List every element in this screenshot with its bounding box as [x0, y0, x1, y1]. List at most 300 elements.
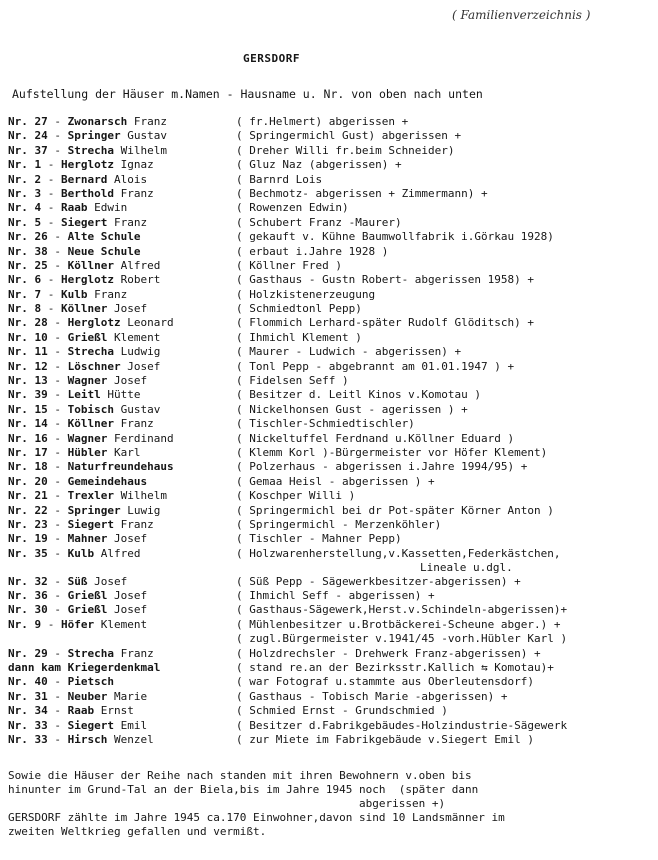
- house-row: [8, 575, 656, 589]
- family-name: Wagner: [67, 374, 108, 388]
- house-id: [8, 158, 154, 172]
- family-name: Höfer: [61, 617, 95, 631]
- house-id: [8, 173, 147, 187]
- first-name: Gustav: [120, 402, 161, 416]
- first-name: Emil: [120, 718, 148, 732]
- house-id: [8, 733, 154, 747]
- separator: -: [47, 603, 68, 617]
- house-note: ( Holzwarenherstellung,v.Kassetten,Federkästchen,: [236, 546, 561, 560]
- family-name: Löschner: [67, 359, 121, 373]
- house-row: [8, 129, 656, 143]
- space: [94, 618, 101, 631]
- house-id: [8, 316, 174, 330]
- separator: -: [47, 115, 68, 128]
- house-id: [8, 532, 147, 546]
- house-id: [8, 302, 147, 316]
- space: [114, 403, 121, 416]
- handwritten-note: ( Familienverzeichnis ): [452, 8, 591, 22]
- house-id: [8, 675, 114, 689]
- family-name: Neuber: [67, 689, 108, 703]
- space: [107, 216, 114, 229]
- first-name: Hütte: [107, 388, 141, 402]
- house-note: ( Tonl Pepp - abgebrannt am 01.01.1947 ) +: [236, 359, 515, 373]
- house-note: ( Klemm Korl )-Bürgermeister vor Höfer Klement): [236, 445, 548, 459]
- separator: -: [47, 374, 68, 388]
- house-row: [8, 331, 656, 345]
- space: [107, 603, 114, 616]
- space: [114, 259, 121, 272]
- house-number: Nr. 15: [8, 402, 48, 416]
- house-note: ( zugl.Bürgermeister v.1941/45 -vorh.Hübler Karl ): [236, 632, 568, 646]
- house-note: ( Nickeltuffel Ferdnand u.Köllner Eduard ): [236, 431, 515, 445]
- family-name: Kriegerdenkmal: [67, 661, 161, 675]
- house-number: Nr. 8: [8, 302, 42, 316]
- separator: -: [47, 718, 68, 732]
- separator: -: [47, 445, 68, 459]
- house-note: ( Schmied Ernst - Grundschmied ): [236, 704, 448, 718]
- family-name: Siegert: [67, 517, 114, 531]
- separator: -: [41, 287, 61, 301]
- family-name: Köllner: [67, 258, 114, 272]
- separator: -: [47, 417, 68, 431]
- house-note: ( Koschper Willi ): [236, 489, 356, 503]
- house-number: Nr. 34: [8, 704, 48, 718]
- house-id: [8, 460, 174, 474]
- first-name: Franz: [133, 115, 167, 128]
- house-id: [8, 575, 127, 589]
- footer-line: hinunter im Grund-Tal an der Biela,bis im Jahre 1945 noch (später dann: [8, 783, 479, 796]
- house-number: Nr. 22: [8, 503, 48, 517]
- house-row: [8, 230, 656, 244]
- family-name: Springer: [67, 503, 121, 517]
- house-row: [8, 316, 656, 330]
- house-number: dann kam: [8, 661, 61, 675]
- house-id: [8, 618, 147, 632]
- house-row: [8, 158, 656, 172]
- house-id: [8, 245, 140, 259]
- family-name: Strecha: [67, 345, 114, 359]
- separator: -: [47, 460, 68, 474]
- house-row: [8, 187, 656, 201]
- family-name: Hirsch: [67, 733, 108, 746]
- house-id: [8, 475, 147, 489]
- family-name: Strecha: [67, 646, 114, 660]
- house-row: [8, 144, 656, 158]
- house-number: Nr. 21: [8, 489, 48, 503]
- first-name: Wilhelm: [120, 489, 167, 503]
- footer-line: zweiten Weltkrieg gefallen und vermißt.: [8, 825, 267, 838]
- family-name: Wagner: [67, 431, 108, 445]
- house-id: [8, 417, 154, 431]
- house-list: [8, 115, 656, 747]
- family-name: Siegert: [67, 718, 114, 732]
- house-id: [8, 144, 167, 158]
- house-row: [8, 403, 656, 417]
- first-name: Alfred: [120, 258, 161, 272]
- family-name: Pietsch: [67, 675, 114, 689]
- first-name: Franz: [120, 517, 154, 531]
- first-name: Franz: [113, 215, 148, 229]
- separator: -: [47, 675, 68, 689]
- house-number: Nr. 2: [8, 172, 42, 186]
- separator: -: [47, 689, 68, 703]
- first-name: Ludwig: [120, 345, 161, 359]
- house-id: [8, 518, 154, 532]
- separator: -: [47, 532, 68, 546]
- house-number: Nr. 5: [8, 215, 42, 229]
- house-number: Nr. 28: [8, 316, 48, 330]
- house-row: [8, 259, 656, 273]
- separator: -: [41, 273, 61, 287]
- first-name: Alfred: [100, 546, 141, 560]
- house-note: ( Springermichl bei dr Pot-später Körner Anton ): [236, 503, 554, 517]
- house-id: [8, 504, 160, 518]
- house-number: Nr. 39: [8, 388, 48, 402]
- house-note: ( Dreher Willi fr.beim Schneider): [236, 143, 455, 157]
- first-name: Josef: [114, 374, 148, 388]
- house-row: [8, 360, 656, 374]
- house-row: [8, 173, 656, 187]
- house-number: Nr. 10: [8, 330, 48, 344]
- first-name: Franz: [120, 417, 154, 431]
- house-id: [8, 288, 127, 302]
- house-number: Nr. 14: [8, 417, 48, 431]
- house-id: [8, 331, 160, 345]
- house-id: [8, 374, 147, 388]
- family-name: Grießl: [67, 330, 108, 344]
- separator: -: [47, 474, 68, 488]
- house-row: [8, 288, 656, 302]
- first-name: Marie: [114, 689, 148, 703]
- space: [114, 187, 121, 200]
- house-number: Nr. 16: [8, 431, 48, 445]
- subtitle: Aufstellung der Häuser m.Namen - Hausname u. Nr. von oben nach unten: [12, 87, 483, 101]
- space: [107, 331, 114, 344]
- first-name: Franz: [120, 646, 154, 660]
- house-note: ( Besitzer d. Leitl Kinos v.Komotau ): [236, 388, 482, 402]
- space: [114, 417, 121, 430]
- house-row: [8, 532, 656, 546]
- house-row: [8, 719, 656, 733]
- house-row: [8, 704, 656, 718]
- first-name: Josef: [127, 359, 161, 373]
- house-note: ( Köllner Fred ): [236, 258, 342, 272]
- house-number: Nr. 40: [8, 675, 48, 689]
- house-id: [8, 115, 167, 129]
- house-row: [8, 417, 656, 431]
- house-row: [8, 489, 656, 503]
- separator: [61, 661, 68, 674]
- house-row: [8, 475, 656, 489]
- family-name: Trexler: [67, 489, 114, 503]
- house-number: Nr. 27: [8, 115, 48, 128]
- house-number: Nr. 38: [8, 244, 48, 258]
- first-name: Wilhelm: [120, 143, 167, 157]
- house-number: Nr. 23: [8, 517, 48, 531]
- separator: -: [41, 186, 61, 200]
- house-number: Nr. 7: [8, 287, 42, 301]
- house-row: [8, 589, 656, 603]
- house-row: [8, 345, 656, 359]
- space: [114, 719, 121, 732]
- first-name: Klement: [114, 330, 161, 344]
- separator: -: [47, 503, 68, 517]
- family-name: Herglotz: [61, 158, 114, 172]
- family-name: Tobisch: [67, 402, 114, 416]
- house-number: Nr. 3: [8, 186, 42, 200]
- house-note: Lineale u.dgl.: [420, 561, 513, 575]
- family-name: Leitl: [67, 388, 101, 402]
- first-name: Luwig: [127, 503, 161, 517]
- house-number: Nr. 29: [8, 646, 48, 660]
- separator: -: [47, 489, 68, 503]
- house-note: ( Holzdrechsler - Drehwerk Franz-abgerissen) +: [236, 646, 541, 660]
- space: [107, 446, 114, 459]
- first-name: Edwin: [94, 201, 128, 215]
- separator: -: [41, 215, 61, 229]
- family-name: Grießl: [67, 603, 108, 617]
- separator: -: [47, 258, 68, 272]
- separator: -: [47, 345, 68, 359]
- first-name: Josef: [114, 589, 148, 603]
- house-number: Nr. 11: [8, 345, 48, 359]
- house-row: [8, 547, 656, 561]
- family-name: Kulb: [67, 546, 95, 560]
- house-note: ( Springermichl - Merzenköhler): [236, 517, 442, 531]
- footer-line: GERSDORF zählte im Jahre 1945 ca.170 Einwohner,davon sind 10 Landsmänner im: [8, 811, 505, 824]
- separator: -: [47, 704, 68, 718]
- house-note: ( gekauft v. Kühne Baumwollfabrik i.Görkau 1928): [236, 230, 554, 244]
- house-note: ( Gemaa Heisl - abgerissen ) +: [236, 474, 435, 488]
- separator: -: [47, 402, 68, 416]
- first-name: Josef: [113, 302, 148, 316]
- separator: -: [47, 359, 68, 373]
- family-name: Herglotz: [61, 273, 114, 287]
- house-id: [8, 216, 147, 230]
- space: [107, 690, 114, 703]
- space: [94, 547, 101, 560]
- house-number: Nr. 1: [8, 158, 42, 172]
- house-row: [8, 661, 656, 675]
- family-name: Süß: [67, 574, 88, 588]
- house-id: [8, 201, 127, 215]
- separator: -: [47, 330, 68, 344]
- house-number: Nr. 19: [8, 532, 48, 546]
- footer-line: abgerissen +): [8, 797, 446, 810]
- footer-line: Sowie die Häuser der Reihe nach standen mit ihren Bewohnern v.oben bis: [8, 769, 472, 782]
- house-row: [8, 733, 656, 747]
- house-note: ( Ihmichl Klement ): [236, 330, 362, 344]
- separator: -: [47, 589, 68, 603]
- house-note: ( Fidelsen Seff ): [236, 374, 349, 388]
- separator: -: [47, 316, 68, 330]
- house-id: [8, 273, 160, 287]
- first-name: Karl: [114, 445, 141, 459]
- separator: -: [47, 431, 68, 445]
- family-name: Kulb: [61, 287, 88, 301]
- house-number: Nr. 35: [8, 546, 48, 560]
- house-row: [8, 201, 656, 215]
- first-name: Ernst: [100, 704, 134, 718]
- house-row: [8, 388, 656, 402]
- house-row: [8, 374, 656, 388]
- family-name: Grießl: [67, 589, 108, 603]
- house-note: ( Mühlenbesitzer u.Brotbäckerei-Scheune abger.) +: [236, 617, 561, 631]
- space: [127, 115, 134, 128]
- house-row: [8, 675, 656, 689]
- separator: -: [41, 201, 61, 215]
- house-note: ( Nickelhonsen Gust - agerissen ) +: [236, 402, 468, 416]
- house-row: [8, 273, 656, 287]
- family-name: Naturfreundehaus: [67, 460, 174, 474]
- house-id: [8, 432, 174, 446]
- house-note: ( fr.Helmert) abgerissen +: [236, 115, 409, 128]
- house-id: [8, 259, 160, 273]
- first-name: Robert: [120, 273, 161, 287]
- separator: -: [47, 388, 68, 402]
- house-note: ( zur Miete im Fabrikgebäude v.Siegert Emil ): [236, 733, 535, 746]
- house-note: ( Schmiedtonl Pepp): [236, 302, 362, 316]
- space: [107, 733, 114, 746]
- house-note: ( Polzerhaus - abgerissen i.Jahre 1994/95) +: [236, 460, 528, 474]
- house-row: [8, 618, 656, 632]
- first-name: Josef: [114, 603, 148, 617]
- space: [107, 432, 114, 445]
- house-number: Nr. 12: [8, 359, 48, 373]
- house-row: [8, 115, 656, 129]
- space: [107, 532, 114, 545]
- house-note: ( Gasthaus-Sägewerk,Herst.v.Schindeln-abgerissen)+: [236, 603, 568, 617]
- house-note: ( Flommich Lerhard-später Rudolf Glöditsch) +: [236, 316, 535, 330]
- house-row: [8, 632, 656, 646]
- house-row: [8, 302, 656, 316]
- house-number: Nr. 33: [8, 718, 48, 732]
- house-id: [8, 230, 140, 244]
- house-note: ( Gasthaus - Tobisch Marie -abgerissen) +: [236, 689, 508, 703]
- family-name: Hübler: [67, 445, 108, 459]
- first-name: Wenzel: [114, 733, 154, 746]
- family-name: Köllner: [67, 417, 114, 431]
- family-name: Herglotz: [67, 316, 121, 330]
- house-id: [8, 129, 167, 143]
- house-row: [8, 432, 656, 446]
- house-number: Nr. 17: [8, 445, 48, 459]
- space: [114, 273, 121, 286]
- house-id: [8, 589, 147, 603]
- house-id: [8, 187, 154, 201]
- space: [114, 158, 121, 171]
- family-name: Gemeindehaus: [67, 474, 148, 488]
- space: [114, 518, 121, 531]
- house-note: ( Gasthaus - Gustn Robert- abgerissen 1958) +: [236, 273, 535, 287]
- space: [107, 374, 114, 387]
- house-row: [8, 504, 656, 518]
- family-name: Zwonarsch: [67, 115, 128, 128]
- house-row: [8, 561, 656, 575]
- family-name: Siegert: [61, 215, 108, 229]
- house-note: ( erbaut i.Jahre 1928 ): [236, 244, 389, 258]
- house-row: [8, 690, 656, 704]
- space: [107, 302, 114, 315]
- house-id: [8, 603, 147, 617]
- separator: -: [47, 733, 68, 746]
- house-note: ( Süß Pepp - Sägewerkbesitzer-abgerissen) +: [236, 574, 521, 588]
- house-row: [8, 460, 656, 474]
- house-id: [8, 547, 141, 561]
- house-id: [8, 403, 160, 417]
- house-id: [8, 661, 160, 675]
- house-number: Nr. 13: [8, 374, 48, 388]
- first-name: Leonard: [127, 316, 174, 330]
- first-name: Josef: [114, 532, 148, 546]
- family-name: Neue Schule: [67, 244, 141, 258]
- separator: -: [47, 143, 68, 157]
- house-id: [8, 446, 141, 460]
- house-number: Nr. 18: [8, 460, 48, 474]
- house-note: ( Schubert Franz -Maurer): [236, 215, 402, 229]
- separator: -: [47, 129, 68, 143]
- separator: -: [41, 158, 61, 172]
- house-row: [8, 647, 656, 661]
- family-name: Köllner: [61, 302, 108, 316]
- family-name: Alte Schule: [67, 230, 141, 244]
- house-note: ( Tischler - Mahner Pepp): [236, 532, 402, 546]
- house-id: [8, 360, 160, 374]
- space: [114, 345, 121, 358]
- house-number: Nr. 37: [8, 143, 48, 157]
- house-note: ( Bechmotz- abgerissen + Zimmermann) +: [236, 186, 488, 200]
- house-number: Nr. 31: [8, 689, 48, 703]
- house-note: ( Maurer - Ludwich - abgerissen) +: [236, 345, 462, 359]
- house-note: ( Barnrd Lois: [236, 172, 323, 186]
- house-number: Nr. 33: [8, 733, 48, 746]
- house-id: [8, 719, 147, 733]
- house-number: Nr. 36: [8, 589, 48, 603]
- separator: -: [41, 302, 61, 316]
- separator: -: [41, 172, 61, 186]
- first-name: Franz: [94, 287, 128, 301]
- family-name: Bernard: [61, 172, 108, 186]
- space: [94, 704, 101, 717]
- house-row: [8, 603, 656, 617]
- first-name: Alois: [113, 172, 148, 186]
- separator: -: [41, 617, 61, 631]
- space: [114, 647, 121, 660]
- house-number: Nr. 26: [8, 230, 48, 244]
- house-note: ( Ihmichl Seff - abgerissen) +: [236, 589, 435, 603]
- separator: -: [47, 230, 68, 244]
- house-row: [8, 446, 656, 460]
- family-name: Raab: [61, 201, 88, 215]
- footer-text: [8, 769, 505, 839]
- house-number: Nr. 6: [8, 273, 42, 287]
- house-number: Nr. 30: [8, 603, 48, 617]
- space: [114, 144, 121, 157]
- space: [114, 489, 121, 502]
- first-name: Ignaz: [120, 158, 154, 172]
- house-note: ( Rowenzen Edwin): [236, 201, 349, 215]
- family-name: Springer: [67, 129, 121, 143]
- first-name: Gustav: [127, 129, 167, 143]
- house-note: ( Gluz Naz (abgerissen) +: [236, 158, 402, 172]
- house-note: ( Tischler-Schmiedtischler): [236, 417, 415, 431]
- family-name: Raab: [67, 704, 95, 718]
- house-number: Nr. 20: [8, 474, 48, 488]
- first-name: Ferdinand: [114, 431, 174, 445]
- house-note: ( Springermichl Gust) abgerissen +: [236, 129, 462, 143]
- house-row: [8, 245, 656, 259]
- house-number: Nr. 25: [8, 258, 48, 272]
